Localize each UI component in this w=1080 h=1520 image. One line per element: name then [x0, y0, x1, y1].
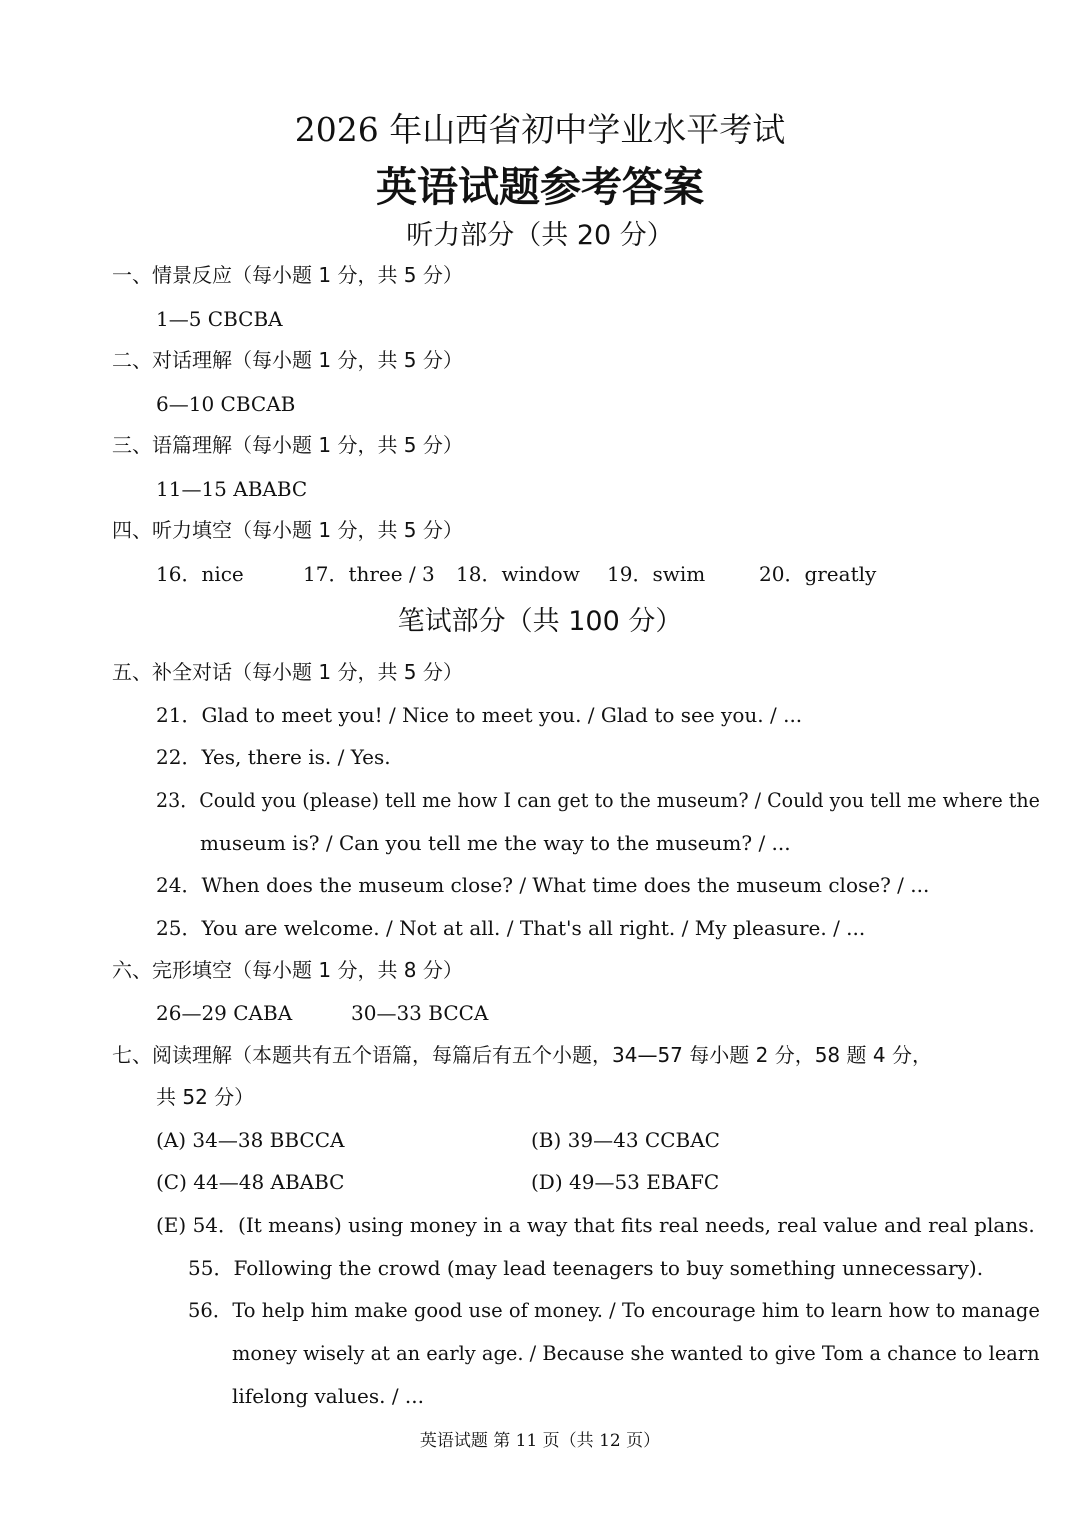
answer-21: 21．Glad to meet you! / Nice to meet you. / Glad to see you. / ... — [156, 703, 803, 727]
section-2-heading: 二、对话理解（每小题 1 分，共 5 分） — [112, 348, 463, 372]
page-footer: 英语试题 第 11 页（共 12 页） — [419, 1431, 661, 1451]
answer-30-33: 30—33 BCCA — [351, 1001, 489, 1025]
answer-22: 22．Yes, there is. / Yes. — [156, 745, 391, 769]
answer-passage-a: (A) 34—38 BBCCA — [156, 1128, 345, 1152]
section-2-answer: 6—10 CBCAB — [156, 392, 296, 416]
answer-54: (E) 54．(It means) using money in a way that fits real needs, real value and real plans. — [156, 1213, 1035, 1237]
section-6-heading: 六、完形填空（每小题 1 分，共 8 分） — [112, 958, 463, 982]
answer-23-line1: 23．Could you (please) tell me how I can get to the museum? / Could you tell me where the — [156, 788, 1040, 812]
exam-title: 2026 年山西省初中学业水平考试 — [294, 110, 786, 149]
answer-18: 18．window — [456, 562, 580, 586]
answer-17: 17．three / 3 — [303, 562, 435, 586]
answer-24: 24．When does the museum close? / What time does the museum close? / ... — [156, 873, 930, 897]
answer-56-line2: money wisely at an early age. / Because she wanted to give Tom a chance to learn — [232, 1341, 1040, 1365]
answer-passage-b: (B) 39—43 CCBAC — [531, 1128, 720, 1152]
listening-part-title: 听力部分（共 20 分） — [406, 220, 674, 251]
section-1-heading: 一、情景反应（每小题 1 分，共 5 分） — [112, 263, 463, 287]
section-1-answer: 1—5 CBCBA — [156, 307, 283, 331]
document-title: 英语试题参考答案 — [376, 163, 704, 211]
answer-passage-d: (D) 49—53 EBAFC — [531, 1170, 720, 1194]
section-3-answer: 11—15 ABABC — [156, 477, 308, 501]
section-5-heading: 五、补全对话（每小题 1 分，共 5 分） — [112, 660, 463, 684]
answer-56-line3: lifelong values. / ... — [232, 1384, 424, 1408]
section-7-heading: 七、阅读理解（本题共有五个语篇，每篇后有五个小题，34—57 每小题 2 分，58 题 4 分， — [112, 1043, 932, 1067]
section-7-heading-cont: 共 52 分） — [156, 1085, 255, 1109]
answer-23-line2: museum is? / Can you tell me the way to the museum? / ... — [200, 831, 791, 855]
writing-part-title: 笔试部分（共 100 分） — [397, 606, 683, 637]
answer-25: 25．You are welcome. / Not at all. / That's all right. / My pleasure. / ... — [156, 916, 866, 940]
answer-26-29: 26—29 CABA — [156, 1001, 293, 1025]
answer-19: 19．swim — [607, 562, 706, 586]
answer-56-line1: 56．To help him make good use of money. / To encourage him to learn how to manage — [188, 1298, 1040, 1322]
answer-20: 20．greatly — [759, 562, 877, 586]
answer-55: 55．Following the crowd (may lead teenagers to buy something unnecessary). — [188, 1256, 984, 1280]
answer-passage-c: (C) 44—48 ABABC — [156, 1170, 345, 1194]
section-4-heading: 四、听力填空（每小题 1 分，共 5 分） — [112, 518, 463, 542]
section-3-heading: 三、语篇理解（每小题 1 分，共 5 分） — [112, 433, 463, 457]
answer-16: 16．nice — [156, 562, 244, 586]
